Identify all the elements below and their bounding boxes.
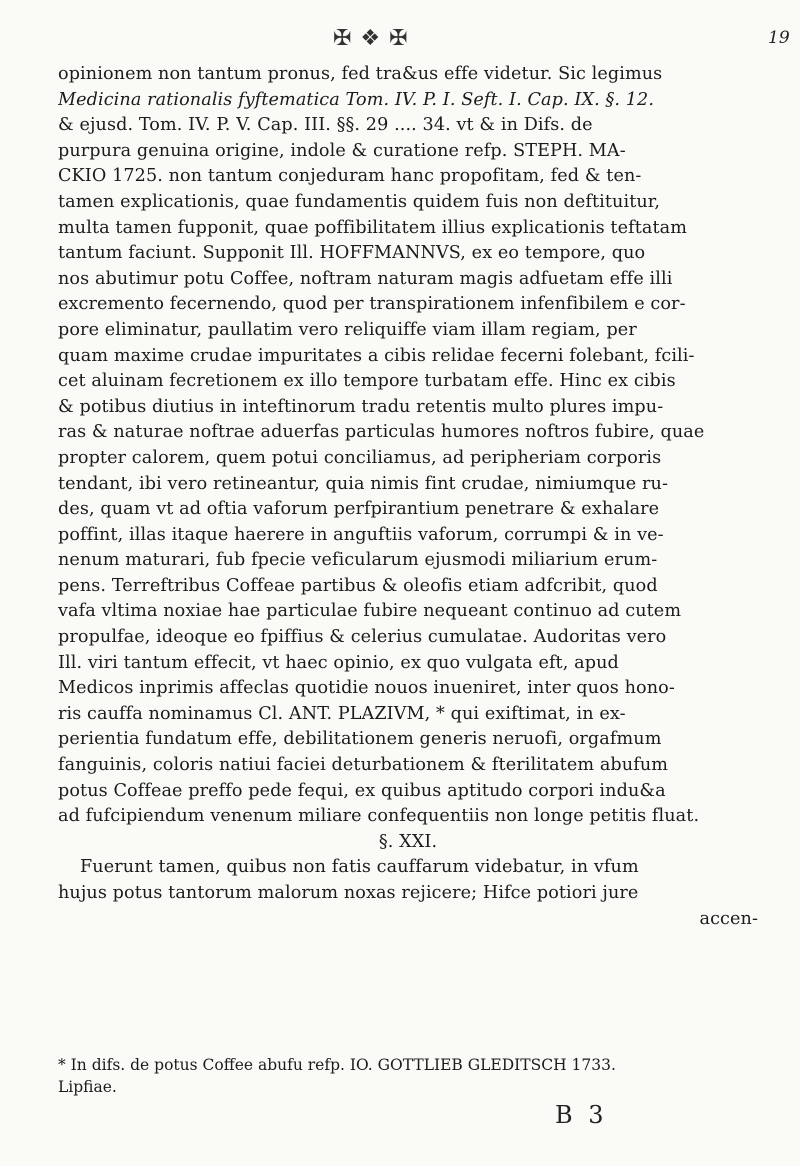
- text-line: ad fufcipiendum venenum miliare confequentiis non longe petitis fluat.: [58, 806, 700, 827]
- text-line: excremento fecernendo, quod per transpirationem infenfibilem e cor-: [58, 294, 686, 315]
- text-line: CKIO 1725. non tantum conjeduram hanc propofitam, fed & ten-: [58, 166, 642, 187]
- page-number: 19: [768, 28, 790, 48]
- header-ornament: ✠ ❖ ✠: [333, 26, 409, 51]
- text-line: Medicina rationalis fyftematica Tom. IV. P. I. Seft. I. Cap. IX. §. 12.: [58, 89, 655, 110]
- text-line: des, quam vt ad oftia vaforum perfpirantium penetrare & exhalare: [58, 499, 660, 520]
- text-line: Ill. viri tantum effecit, vt haec opinio, ex quo vulgata eft, apud: [58, 652, 619, 673]
- page-header: [0, 24, 800, 54]
- body-text: [58, 62, 758, 932]
- text-line: nenum maturari, fub fpecie veficularum ejusmodi miliarium erum-: [58, 550, 658, 571]
- text-line: hujus potus tantorum malorum noxas rejicere; Hifce potiori jure: [58, 883, 639, 903]
- text-line: pore eliminatur, paullatim vero reliquiffe viam illam regiam, per: [58, 319, 637, 340]
- section-heading: §. XXI.: [378, 831, 438, 852]
- footnote-line: * In difs. de potus Coffee abufu refp. IO. GOTTLIEB GLEDITSCH 1733.: [58, 1056, 616, 1074]
- footnote-line: Lipfiae.: [58, 1078, 117, 1096]
- text-line: pens. Terreftribus Coffeae partibus & oleofis etiam adfcribit, quod: [58, 575, 658, 596]
- text-line: cet aluinam fecretionem ex illo tempore turbatam effe. Hinc ex cibis: [58, 371, 676, 392]
- text-line: multa tamen fupponit, quae poffibilitatem illius explicationis teftatam: [58, 217, 688, 238]
- text-line: ris cauffa nominamus Cl. ANT. PLAZIVM, * qui exiftimat, in ex-: [58, 703, 626, 724]
- text-line: nos abutimur potu Coffee, noftram naturam magis adfuetam effe illi: [58, 268, 673, 289]
- text-line: tantum faciunt. Supponit Ill. HOFFMANNVS, ex eo tempore, quo: [58, 243, 646, 264]
- text-line: propulfae, ideoque eo fpiffius & celerius cumulatae. Audoritas vero: [58, 627, 667, 648]
- text-line: opinionem non tantum pronus, fed tra&us effe videtur. Sic legimus: [58, 64, 663, 84]
- catchword: accen-: [699, 908, 758, 929]
- text-line: Medicos inprimis affeclas quotidie nouos inueniret, inter quos hono-: [58, 678, 675, 699]
- text-line: & potibus diutius in inteftinorum tradu retentis multo plures impu-: [58, 396, 664, 417]
- footnote: [58, 1054, 758, 1098]
- text-line: fanguinis, coloris natiui faciei deturbationem & fterilitatem abufum: [58, 755, 669, 776]
- signature-mark: B 3: [555, 1101, 608, 1129]
- text-line: ras & naturae noftrae aduerfas particulas humores noftros fubire, quae: [58, 422, 705, 443]
- text-line: propter calorem, quem potui conciliamus, ad peripheriam corporis: [58, 447, 662, 468]
- text-line: poffint, illas itaque haerere in anguftiis vaforum, corrumpi & in ve-: [58, 524, 664, 545]
- text-line: vafa vltima noxiae hae particulae fubire nequeant continuo ad cutem: [58, 601, 682, 622]
- text-line: & ejusd. Tom. IV. P. V. Cap. III. §§. 29 .... 34. vt & in Difs. de: [58, 115, 593, 136]
- text-line: tendant, ibi vero retineantur, quia nimis fint crudae, nimiumque ru-: [58, 473, 668, 494]
- text-line: purpura genuina origine, indole & curatione refp. STEPH. MA-: [58, 140, 626, 161]
- text-line: Fuerunt tamen, quibus non fatis cauffarum videbatur, in vfum: [80, 857, 639, 878]
- text-line: potus Coffeae preffo pede fequi, ex quibus aptitudo corpori indu&a: [58, 780, 666, 801]
- text-line: quam maxime crudae impuritates a cibis relidae fecerni folebant, fcili-: [58, 345, 695, 366]
- text-line: perientia fundatum effe, debilitationem generis neruofi, orgafmum: [58, 729, 662, 750]
- text-line: tamen explicationis, quae fundamentis quidem fuis non deftituitur,: [58, 191, 661, 212]
